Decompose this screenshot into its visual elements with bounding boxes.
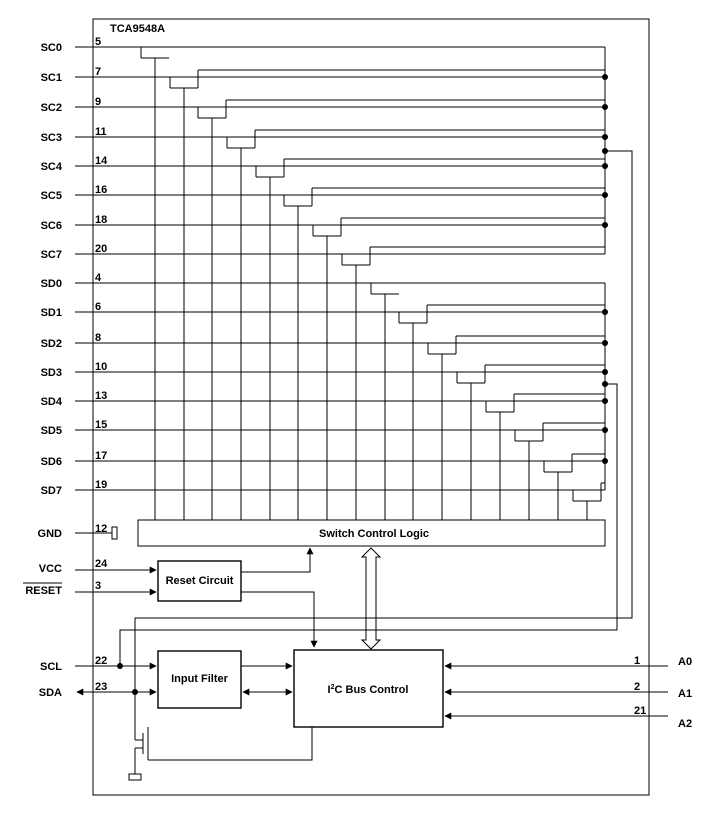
pin-name-a1: A1 [678, 688, 693, 700]
channel-sc4 [41, 155, 605, 520]
pin-number-14: 14 [95, 155, 108, 167]
pin-name-sd4: SD4 [40, 396, 62, 408]
pin-number-4: 4 [95, 272, 102, 284]
ground-symbol-sda [129, 774, 141, 780]
pin-name-sda: SDA [38, 687, 62, 699]
pin-number-5: 5 [95, 36, 102, 48]
channel-sc1 [41, 66, 605, 520]
address-pins-group [445, 655, 692, 730]
pin-name-sd0: SD0 [40, 278, 62, 290]
switch-control-logic-label: Switch Control Logic [319, 528, 429, 540]
pin-number-7: 7 [95, 66, 102, 78]
channel-sd5 [41, 419, 605, 520]
pin-number-17: 17 [95, 450, 108, 462]
pin-number-23: 23 [95, 681, 108, 693]
pin-name-a0: A0 [678, 656, 693, 668]
ground-symbol [112, 527, 117, 539]
pin-number-15: 15 [95, 419, 108, 431]
pin-name-sd6: SD6 [40, 456, 62, 468]
pin-number-22: 22 [95, 655, 108, 667]
pin-name-vcc: VCC [38, 563, 62, 575]
pin-name-sd3: SD3 [40, 367, 62, 379]
pin-number-19: 19 [95, 479, 108, 491]
pin-number-8: 8 [95, 332, 102, 344]
pin-name-sd1: SD1 [40, 307, 62, 319]
pin-name-sc6: SC6 [40, 220, 62, 232]
pin-name-reset: RESET [25, 585, 62, 597]
pin-number-9: 9 [95, 96, 102, 108]
channel-sd2 [41, 332, 605, 520]
pin-name-sd2: SD2 [40, 338, 62, 350]
channel-sd7 [41, 479, 605, 520]
pin-name-sc7: SC7 [40, 249, 62, 261]
pin-number-16: 16 [95, 184, 108, 196]
pin-name-sc0: SC0 [40, 42, 62, 54]
reset-circuit-label: Reset Circuit [165, 575, 234, 587]
channel-switch-matrix [41, 36, 608, 520]
pin-name-gnd: GND [37, 528, 62, 540]
pin-number-11: 11 [95, 126, 107, 138]
internal-bus-arrow [362, 548, 380, 649]
channel-sd0 [41, 272, 605, 520]
input-filter-label: Input Filter [171, 673, 228, 685]
pin-name-scl: SCL [40, 661, 62, 673]
channel-sc0 [41, 36, 605, 520]
pin-number-1: 1 [634, 655, 641, 667]
pin-name-sc1: SC1 [40, 72, 62, 84]
pin-name-sd7: SD7 [40, 485, 62, 497]
channel-sc2 [41, 96, 605, 520]
pin-number-24: 24 [95, 558, 108, 570]
pin-number-6: 6 [95, 301, 102, 313]
channel-sd6 [41, 450, 605, 520]
channel-sc7 [41, 243, 605, 520]
channel-sd1 [41, 301, 605, 520]
pin-number-2: 2 [634, 681, 641, 693]
pin-name-sc5: SC5 [40, 190, 62, 202]
pin-number-20: 20 [95, 243, 108, 255]
pin-number-18: 18 [95, 214, 108, 226]
pin-number-3: 3 [95, 580, 102, 592]
pin-name-sd5: SD5 [40, 425, 62, 437]
gnd-pin-group [38, 523, 117, 540]
bus-pins-group [39, 651, 312, 780]
pin-name-sc2: SC2 [40, 102, 62, 114]
i2c-bus-control-label: $I^2C$ Bus Control [327, 684, 409, 696]
pin-number-10: 10 [95, 361, 108, 373]
vcc-reset-group [23, 548, 314, 647]
channel-sd4 [41, 390, 605, 520]
pin-number-12: 12 [95, 523, 108, 535]
pin-number-13: 13 [95, 390, 108, 402]
channel-sc6 [41, 214, 605, 520]
channel-sc5 [41, 184, 605, 520]
pin-name-sc4: SC4 [40, 161, 62, 173]
chip-name: TCA9548A [110, 23, 166, 35]
pin-name-sc3: SC3 [40, 132, 62, 144]
pin-name-a2: A2 [678, 718, 693, 730]
pin-number-21: 21 [634, 705, 647, 717]
